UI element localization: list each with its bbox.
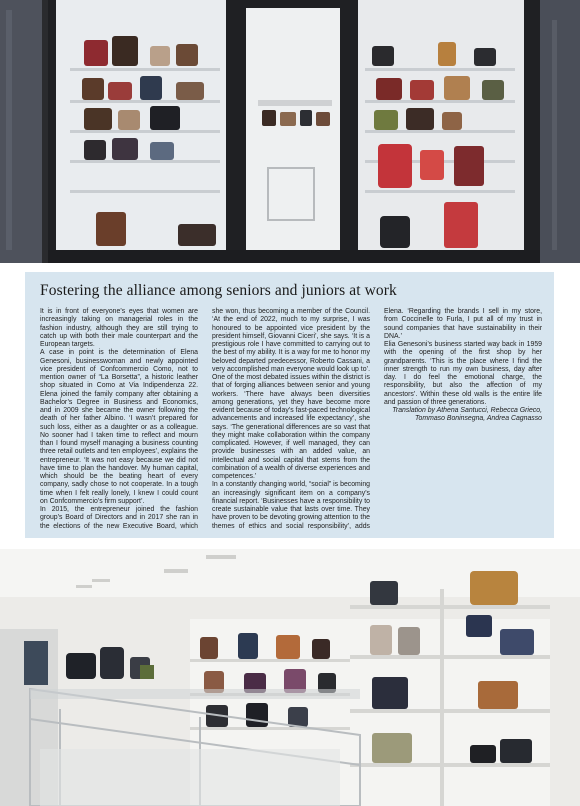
article-body	[40, 308, 542, 533]
article-paragraph: Elia Genesoni’s business started way back in 1959 with the opening of the first shop by her grandparents. ‘This is the place where I find the inner strength to run my own business, day after day. I do feel the emotional charge, the responsibility, but also the affection of my ancestors’. Within these old walls is the entire life and passion of three generations.	[384, 341, 542, 406]
shop-window-photo	[0, 0, 580, 263]
shop-interior-photo	[0, 549, 580, 806]
interior-illustration	[0, 549, 580, 806]
translation-credit	[384, 407, 542, 424]
translation-credit-line: Tommaso Boninsegna, Andrea Cagnasso	[414, 415, 542, 423]
article-paragraph: It is in front of everyone’s eyes that women are increasingly taking on managerial roles in the fashion industry, although they are still trying to catch up with both their male counterpart and the European targets.	[40, 308, 198, 348]
article-panel	[25, 272, 554, 538]
article-paragraph: In a constantly changing world, “social” is becoming an increasingly significant item on a company’s financial report. ‘Businesses have a responsibility to create sustainable value that lasts over time. They have proven to be devoting growing attention to the themes of ethics and social responsibility’, adds Elena. ‘Regarding the brands I sell in my store, from Coccinelle to Furla, I put all of my trust in sound companies that have sustainability in their DNA.’	[212, 308, 542, 530]
storefront-illustration	[0, 0, 580, 263]
article-paragraph: A case in point is the determination of Elena Genesoni, businesswoman and newly appointed vice president of Confcommercio Como, not to mention owner of “La Borsetta”, a historic leather shop situated in Como at Via Indipendenza 22. Elena joined the family company after obtaining a Bachelor’s Degree in Business and Economics, and in 2009 she became the owner following the death of her father Albino. ‘I wasn’t prepared for such loss, either as a daughter or as a colleague. No sooner had I taken time to reflect and mourn than I found myself managing a business counting three retail outlets and ten employees’, explains the entrepreneur. ‘It was not easy because we did not have time to plan the handover. My human capital, which should be the beating heart of every company, sadly chose to not cooperate. In a tough time when I felt really lonely, I knew I could count on Confcommercio’s firm support’.	[40, 349, 198, 505]
article-headline: Fostering the alliance among seniors and juniors at work	[40, 282, 397, 299]
translation-credit-line: Translation by Athena Santucci, Rebecca Grieco,	[392, 407, 542, 414]
article-paragraph: In 2015, the entrepreneur joined the fashion group’s Board of Directors and in 2017 she ran in the elections of the new Executive Board, which she won, thus becoming a member of the Council. ‘At the end of 2022, much to my surprise, I was honoured to be appointed vice president by the president himself, Giovanni Ciceri’, she says. ‘It is a prestigious role I have committed to carrying out to the best of my ability. It is a way for me to honor my beloved departed predecessor, Roberto Cassani, a very accomplished man everyone would look up to’. One of the most debated issues within the district is that of forging alliances between senior and young workers. ‘There have always been diversities among generations, yet they have become more evident because of today’s fast-paced technological advancements and increased life expectancy’, she says. ‘The generational differences are so vast that they might make collaboration within the company complicated. However, if well managed, they can provide businesses with an added value, an intellectual and social capital that stems from the combination of a wealth of diverse experiences and competences.’	[40, 308, 370, 530]
